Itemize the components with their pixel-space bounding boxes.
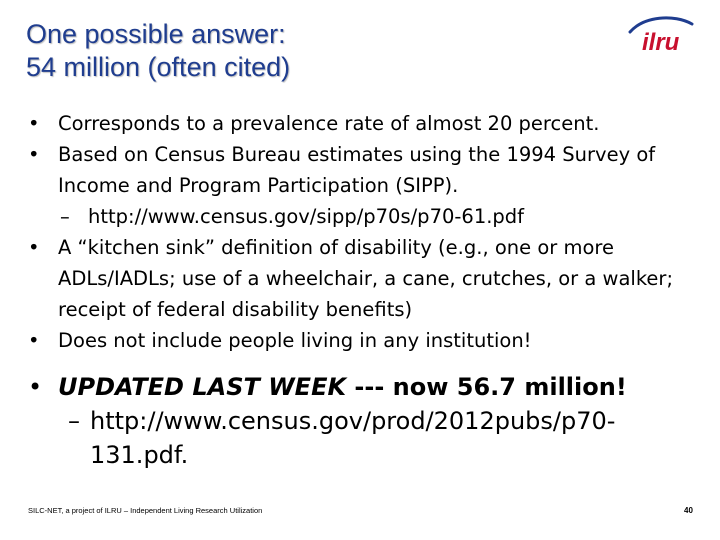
footer-text: SILC-NET, a project of ILRU – Independent Living Research Utilization: [28, 506, 263, 515]
bullet-dot: •: [28, 143, 40, 166]
bullet-text: Does not include people living in any institution!: [58, 329, 532, 352]
bullet-text: Based on Census Bureau estimates using the 1994 Survey of Income and Program Participation (SIPP).: [58, 143, 656, 197]
bullet-item-kitchen-sink: [28, 232, 708, 325]
page-number: 40: [684, 506, 693, 515]
bullet-dot: •: [28, 112, 40, 135]
title-line-2: 54 million (often cited): [26, 52, 291, 82]
bullet-item-update: [28, 370, 708, 404]
bullet-dot: •: [28, 329, 40, 352]
sub-bullet-dash: –: [68, 407, 80, 435]
svg-text:ilru: ilru: [642, 29, 680, 54]
title-line-1: One possible answer:: [26, 19, 286, 49]
update-text: --- now 56.7 million!: [346, 373, 627, 401]
slide-title: [26, 18, 290, 84]
update-lead: UPDATED LAST WEEK: [58, 373, 347, 401]
ilru-logo: [622, 12, 696, 54]
bullet-item-census: [28, 139, 708, 201]
bullet-text: Corresponds to a prevalence rate of almost 20 percent.: [58, 112, 600, 135]
bullet-text: A “kitchen sink” definition of disability (e.g., one or more ADLs/IADLs; use of a wheelchair, a cane, crutches, or a walker; receipt of federal disability benefits): [58, 236, 674, 321]
sipp-link[interactable]: http://www.census.gov/sipp/p70s/p70-61.pdf: [88, 205, 525, 228]
bullet-item-institution: [28, 325, 708, 356]
bullet-dot: •: [28, 373, 43, 401]
bullet-dot: •: [28, 236, 40, 259]
census-2012-link[interactable]: http://www.census.gov/prod/2012pubs/p70-131.pdf.: [90, 407, 616, 469]
bullet-item-prevalence: [28, 108, 708, 139]
sub-bullet-update-link: [28, 404, 690, 472]
sub-bullet-dash: –: [60, 205, 70, 228]
sub-bullet-sipp-link: [28, 201, 708, 232]
bullet-list: [28, 108, 708, 472]
